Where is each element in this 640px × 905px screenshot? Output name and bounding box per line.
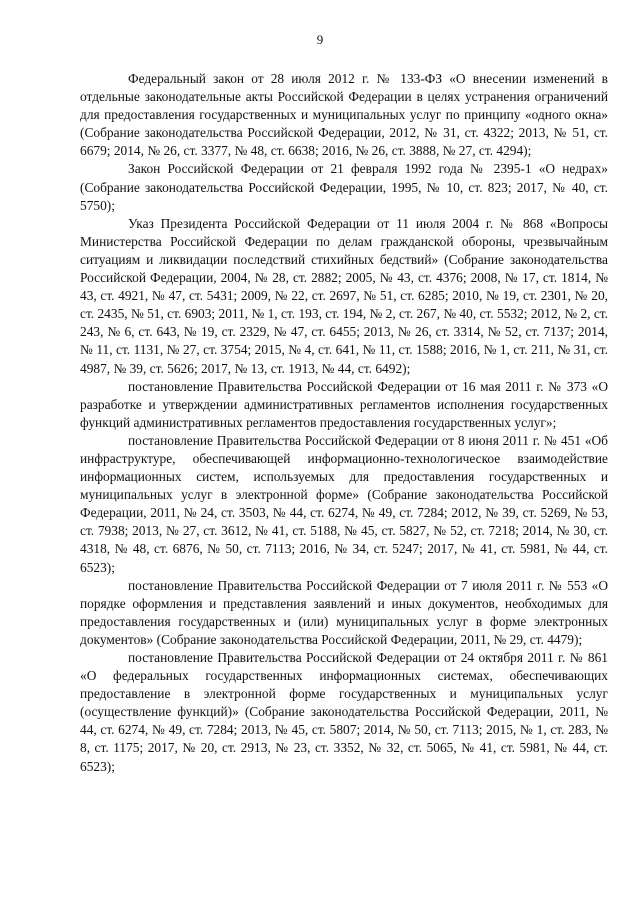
document-body bbox=[80, 70, 608, 776]
paragraph-resolution-553: постановление Правительства Российской Федерации от 7 июля 2011 г. № 553 «О порядке оформления и представления заявлений и иных документов, необходимых для предоставления государственных и (или) муниципальных услуг в форме электронных документов» (Собрание законодательства Российской Федерации, 2011, № 29, ст. 4479); bbox=[80, 577, 608, 647]
paragraph-resolution-861: постановление Правительства Российской Федерации от 24 октября 2011 г. № 861 «О федеральных государственных информационных системах, обеспечивающих предоставление в электронной форме государственных и муниципальных услуг (осуществление функций)» (Собрание законодательства Российской Федерации, 2011, № 44, ст. 6274, № 49, ст. 7284; 2013, № 45, ст. 5807; 2014, № 50, ст. 7113; 2015, № 1, ст. 283, № 8, ст. 1175; 2017, № 20, ст. 2913, № 23, ст. 3352, № 32, ст. 5065, № 41, ст. 5981, № 44, ст. 6523); bbox=[80, 650, 608, 774]
page-number: 9 bbox=[316, 32, 324, 47]
paragraph-resolution-451: постановление Правительства Российской Федерации от 8 июня 2011 г. № 451 «Об инфраструктуре, обеспечивающей информационно-технологическое взаимодействие информационных систем, используемых для предоставления государственных и муниципальных услуг в электронной форме» (Собрание законодательства Российской Федерации, 2011, № 24, ст. 3503, № 44, ст. 6274, № 49, ст. 7284; 2012, № 39, ст. 5269, № 53, ст. 7938; 2013, № 27, ст. 3612, № 41, ст. 5188, № 45, ст. 5827, № 52, ст. 7218; 2014, № 30, ст. 4318, № 48, ст. 6876, № 50, ст. 7113; 2016, № 34, ст. 5247; 2017, № 41, ст. 5981, № 44, ст. 6523); bbox=[80, 432, 608, 575]
paragraph-federal-law-133: Федеральный закон от 28 июля 2012 г. № 133-ФЗ «О внесении изменений в отдельные законодательные акты Российской Федерации в целях устранения ограничений для предоставления государственных и муниципальных услуг по принципу «одного окна» (Собрание законодательства Российской Федерации, 2012, № 31, ст. 4322; 2013, № 51, ст. 6679; 2014, № 26, ст. 3377, № 48, ст. 6638; 2016, № 26, ст. 3888, № 27, ст. 4294); bbox=[80, 71, 608, 159]
paragraph-law-on-subsoil: Закон Российской Федерации от 21 февраля 1992 года № 2395-1 «О недрах» (Собрание законодательства Российской Федерации, 1995, № 10, ст. 823; 2017, № 40, ст. 5750); bbox=[80, 161, 608, 213]
paragraph-presidential-decree-868: Указ Президента Российской Федерации от 11 июля 2004 г. № 868 «Вопросы Министерства Российской Федерации по делам гражданской обороны, чрезвычайным ситуациям и ликвидации последствий стихийных бедствий» (Собрание законодательства Российской Федерации, 2004, № 28, ст. 2882; 2005, № 43, ст. 4376; 2008, № 17, ст. 1814, № 43, ст. 4921, № 47, ст. 5431; 2009, № 22, ст. 2697, № 51, ст. 6285; 2010, № 19, ст. 2301, № 20, ст. 2435, № 51, ст. 6903; 2011, № 1, ст. 193, ст. 194, № 2, ст. 267, № 40, ст. 5532; 2012, № 2, ст. 243, № 6, ст. 643, № 19, ст. 2329, № 47, ст. 6455; 2013, № 26, ст. 3314, № 52, ст. 7137; 2014, № 11, ст. 1131, № 27, ст. 3754; 2015, № 4, ст. 641, № 11, ст. 1588; 2016, № 1, ст. 211, № 31, ст. 4987, № 39, ст. 5626; 2017, № 13, ст. 1913, № 44, ст. 6492); bbox=[80, 215, 608, 376]
paragraph-resolution-373: постановление Правительства Российской Федерации от 16 мая 2011 г. № 373 «О разработке и утверждении административных регламентов исполнения государственных функций административных регламентов предоставления государственных услуг»; bbox=[80, 378, 608, 430]
